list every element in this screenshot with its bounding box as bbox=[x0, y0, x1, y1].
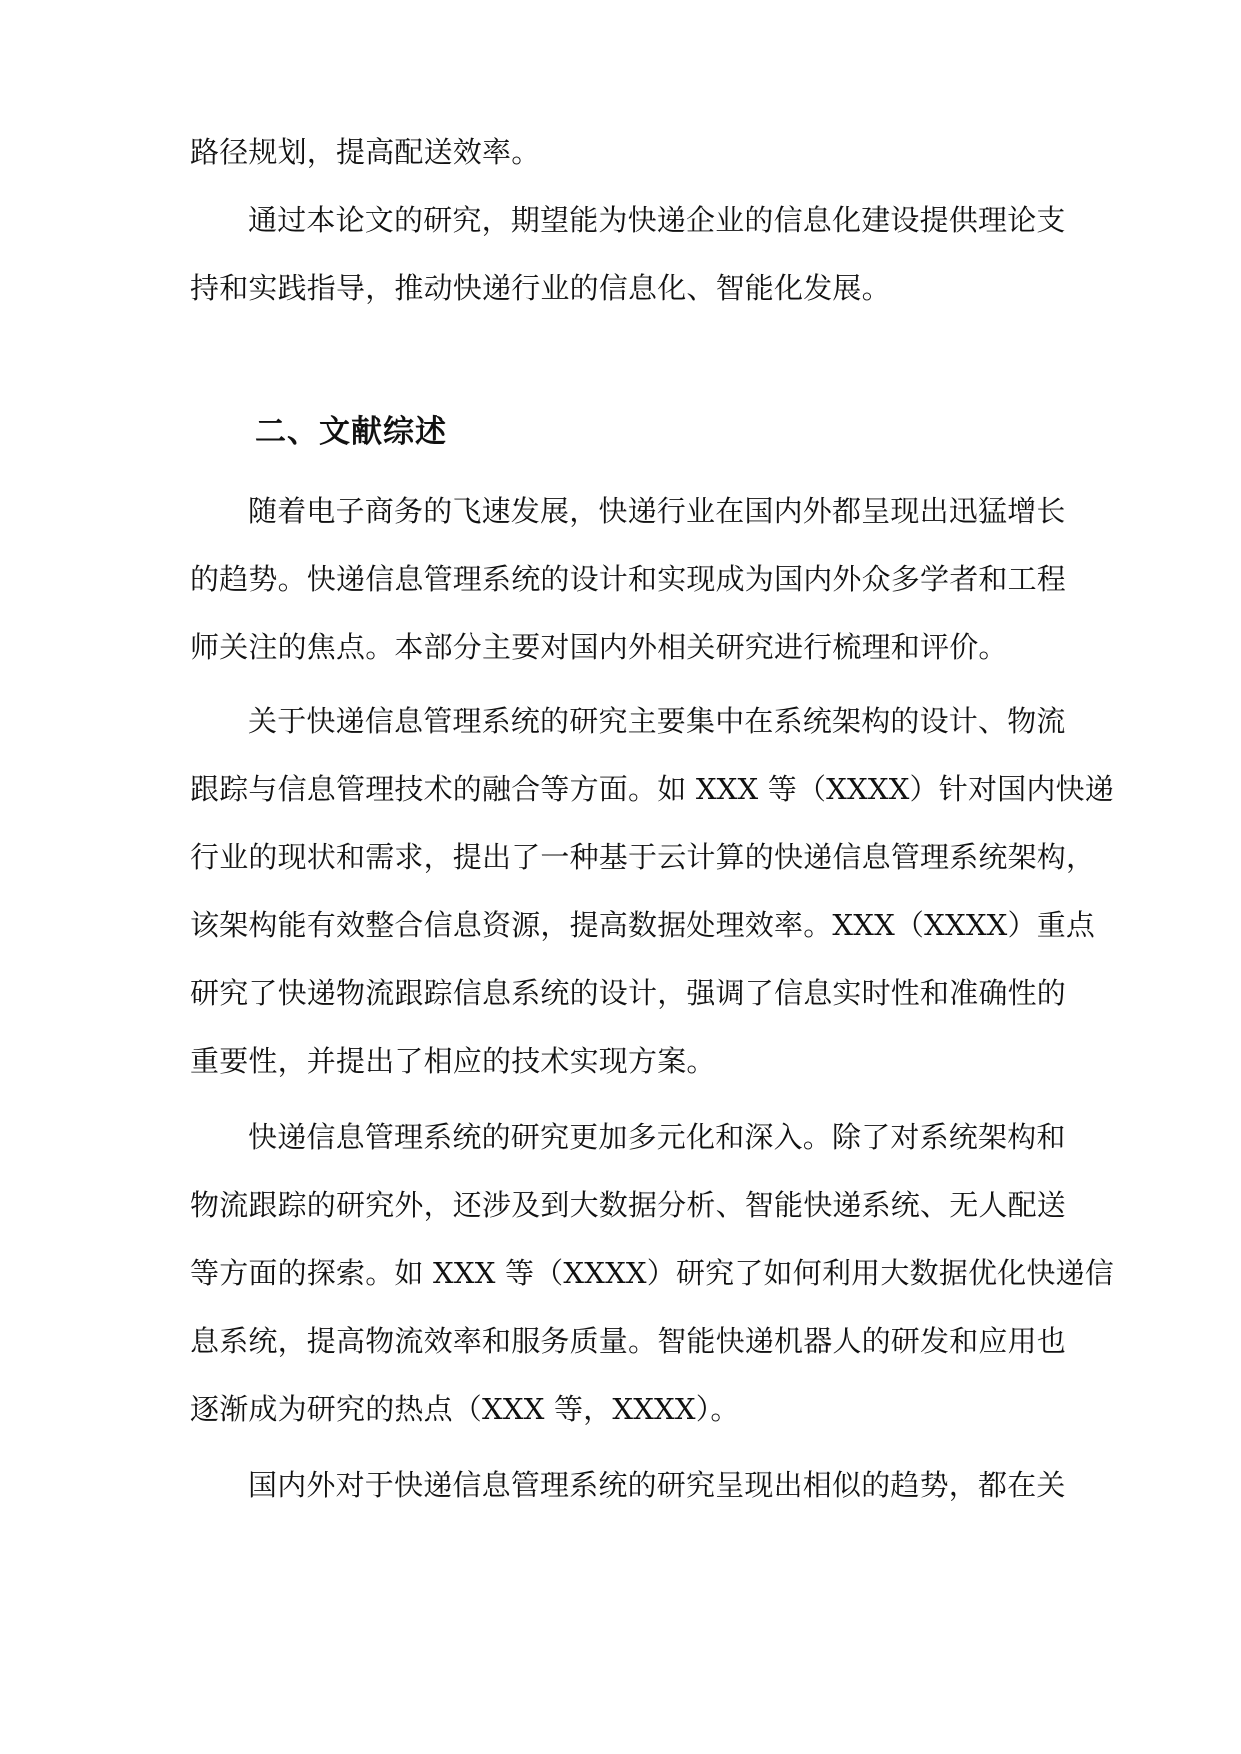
paragraph-line: 的趋势。快递信息管理系统的设计和实现成为国内外众多学者和工程 bbox=[190, 562, 1067, 596]
paragraph-line: 逐渐成为研究的热点（XXX 等，XXXX）。 bbox=[190, 1392, 740, 1426]
paragraph-line: 通过本论文的研究，期望能为快递企业的信息化建设提供理论支 bbox=[248, 203, 1066, 237]
paragraph-line: 快递信息管理系统的研究更加多元化和深入。除了对系统架构和 bbox=[248, 1120, 1066, 1154]
paragraph-line: 物流跟踪的研究外，还涉及到大数据分析、智能快递系统、无人配送 bbox=[190, 1188, 1067, 1222]
paragraph-line: 研究了快递物流跟踪信息系统的设计，强调了信息实时性和准确性的 bbox=[190, 976, 1067, 1010]
paragraph-line: 国内外对于快递信息管理系统的研究呈现出相似的趋势，都在关 bbox=[248, 1468, 1066, 1502]
paragraph-line: 师关注的焦点。本部分主要对国内外相关研究进行梳理和评价。 bbox=[190, 630, 1008, 664]
paragraph-line: 跟踪与信息管理技术的融合等方面。如 XXX 等（XXXX）针对国内快递 bbox=[190, 772, 1114, 806]
paragraph-line: 息系统，提高物流效率和服务质量。智能快递机器人的研发和应用也 bbox=[190, 1324, 1067, 1358]
paragraph-line: 该架构能有效整合信息资源，提高数据处理效率。XXX（XXXX）重点 bbox=[190, 908, 1096, 942]
paragraph-line: 等方面的探索。如 XXX 等（XXXX）研究了如何利用大数据优化快递信 bbox=[190, 1256, 1114, 1290]
paragraph-line: 关于快递信息管理系统的研究主要集中在系统架构的设计、物流 bbox=[248, 704, 1066, 738]
paragraph-line: 行业的现状和需求，提出了一种基于云计算的快递信息管理系统架构， bbox=[190, 840, 1096, 874]
paragraph-line: 重要性，并提出了相应的技术实现方案。 bbox=[190, 1044, 716, 1078]
paragraph-line: 随着电子商务的飞速发展，快递行业在国内外都呈现出迅猛增长 bbox=[248, 494, 1066, 528]
section-heading: 二、文献综述 bbox=[255, 414, 447, 450]
paragraph-line: 路径规划，提高配送效率。 bbox=[190, 135, 541, 169]
paragraph-line: 持和实践指导，推动快递行业的信息化、智能化发展。 bbox=[190, 271, 891, 305]
